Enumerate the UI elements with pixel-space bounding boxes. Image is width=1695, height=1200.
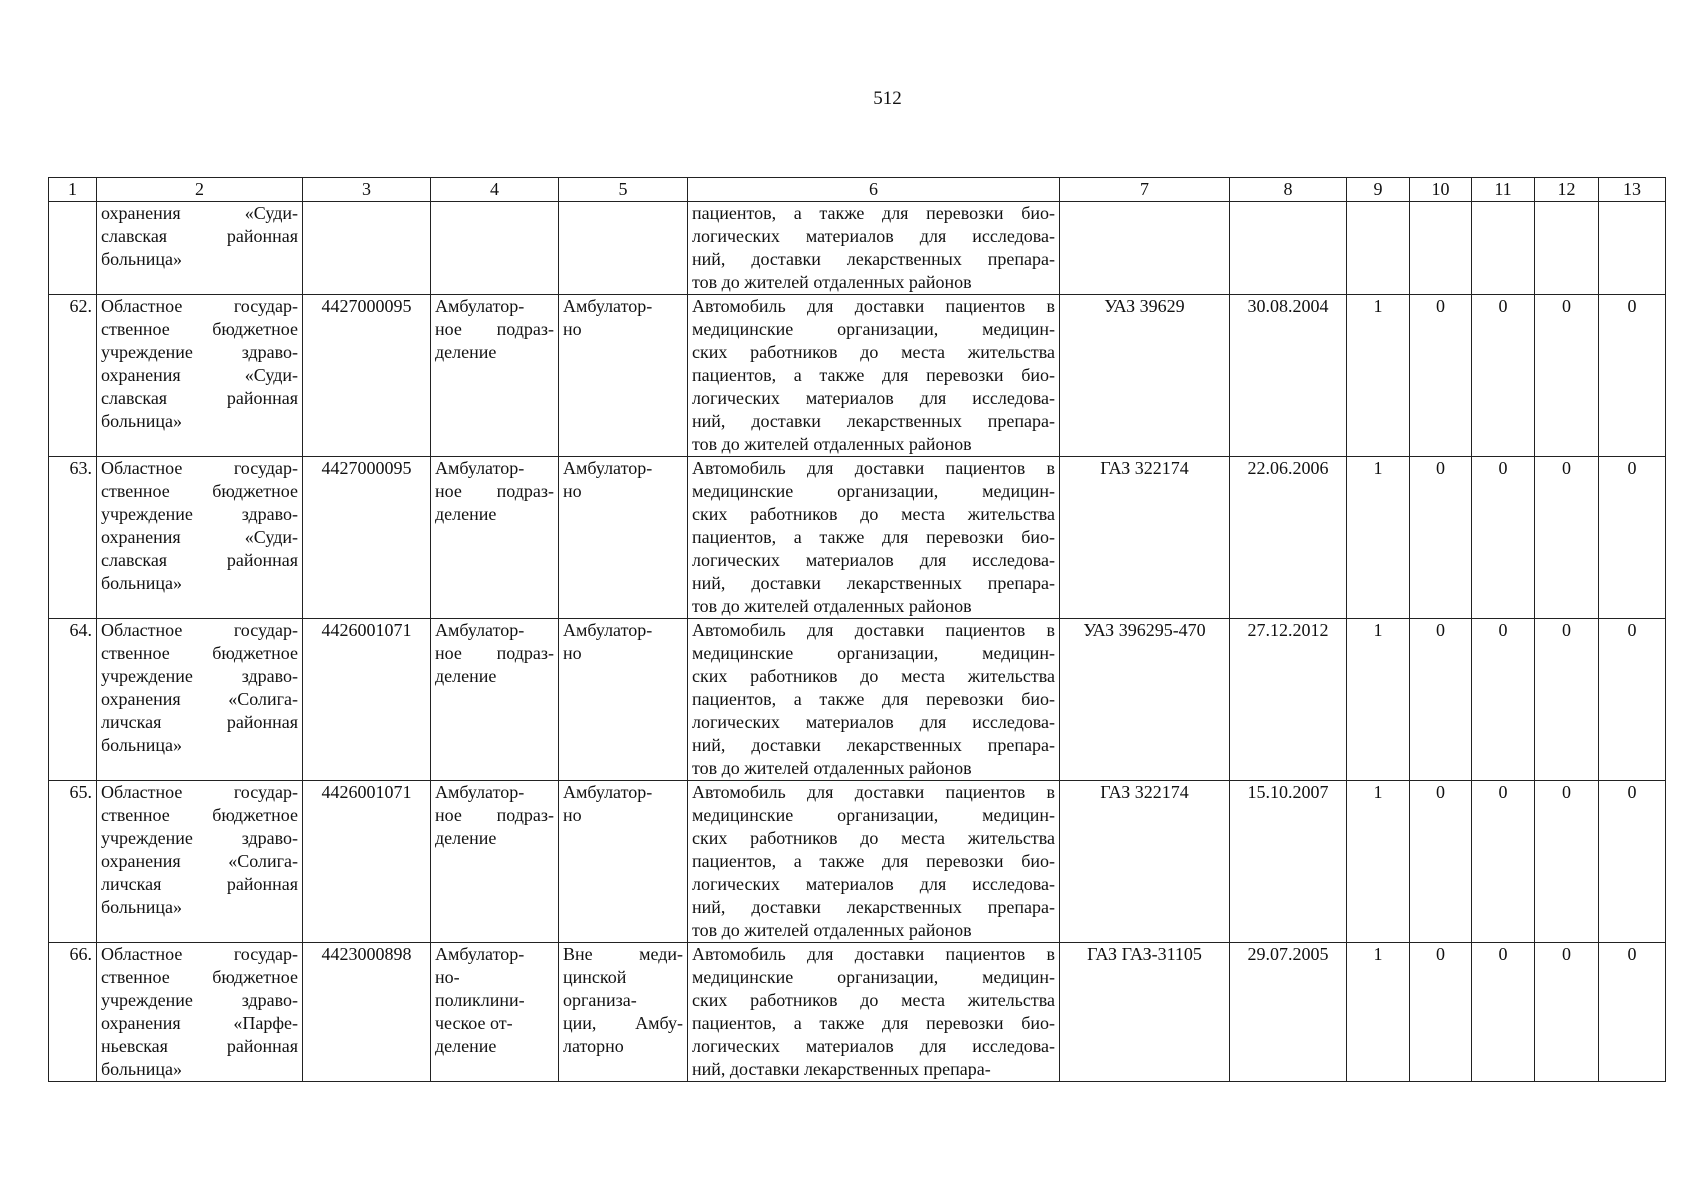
text-line: ских работников до места жительства: [692, 342, 1055, 362]
col11-cell: 0: [1472, 295, 1535, 457]
text-line: славская районная: [101, 226, 298, 246]
date-cell: 27.12.2012: [1230, 619, 1347, 781]
table-body: [49, 295, 1666, 1082]
text-line: ний, доставки лекарственных препара-: [692, 1059, 991, 1079]
text-line: больница»: [101, 249, 182, 269]
row-number: 66.: [49, 943, 97, 1082]
col13-cell: 0: [1599, 781, 1666, 943]
table-row: [49, 457, 1666, 619]
text-line: учреждение здраво-: [101, 504, 298, 524]
column-number: 10: [1410, 178, 1472, 202]
row-number: 62.: [49, 295, 97, 457]
text-line: логических материалов для исследова-: [692, 226, 1055, 246]
text-line: медицинские организации, медицин-: [692, 967, 1055, 987]
text-line: ских работников до места жительства: [692, 828, 1055, 848]
text-line: ний, доставки лекарственных препара-: [692, 249, 1055, 269]
text-line: медицинские организации, медицин-: [692, 481, 1055, 501]
text-line: ньевская районная: [101, 1036, 298, 1056]
purpose-cell: [688, 619, 1060, 781]
text-line: ческое от-: [435, 1013, 513, 1033]
text-line: Амбулатор-: [435, 296, 525, 316]
text-line: Автомобиль для доставки пациентов в: [692, 458, 1055, 478]
inn-cell: 4426001071: [303, 781, 431, 943]
col13-cell: 0: [1599, 457, 1666, 619]
col11-cell: 0: [1472, 619, 1535, 781]
vehicle-model-cell: ГАЗ 322174: [1060, 781, 1230, 943]
text-line: но: [563, 805, 582, 825]
text-line: логических материалов для исследова-: [692, 388, 1055, 408]
text-line: учреждение здраво-: [101, 990, 298, 1010]
text-line: больница»: [101, 897, 182, 917]
text-line: ное подраз-: [435, 319, 554, 339]
location-cell: [559, 457, 688, 619]
col10-cell: 0: [1410, 943, 1472, 1082]
text-line: ских работников до места жительства: [692, 504, 1055, 524]
col12-cell: 0: [1535, 943, 1599, 1082]
text-line: охранения «Парфе-: [101, 1013, 298, 1033]
text-line: деление: [435, 1036, 497, 1056]
text-line: славская районная: [101, 550, 298, 570]
text-line: Автомобиль для доставки пациентов в: [692, 296, 1055, 316]
date-cell: 29.07.2005: [1230, 943, 1347, 1082]
text-line: тов до жителей отдаленных районов: [692, 434, 972, 454]
text-line: Амбулатор-: [435, 620, 525, 640]
col12-cell: 0: [1535, 619, 1599, 781]
column-number: 6: [688, 178, 1060, 202]
text-line: тов до жителей отдаленных районов: [692, 920, 972, 940]
vehicle-model-cell: УАЗ 39629: [1060, 295, 1230, 457]
col10-cell: 0: [1410, 781, 1472, 943]
col13-cell: 0: [1599, 943, 1666, 1082]
text-line: ний, доставки лекарственных препара-: [692, 735, 1055, 755]
text-line: Областное государ-: [101, 458, 298, 478]
column-number: 9: [1347, 178, 1410, 202]
vehicle-register-table: [48, 177, 1666, 1082]
inn-cell: 4423000898: [303, 943, 431, 1082]
text-line: поликлини-: [435, 990, 525, 1010]
text-line: Амбулатор-: [563, 296, 653, 316]
column-number-row: [49, 178, 1666, 202]
text-line: ное подраз-: [435, 805, 554, 825]
text-line: ственное бюджетное: [101, 481, 298, 501]
text-line: но: [563, 643, 582, 663]
unit-cell: [431, 619, 559, 781]
text-line: медицинские организации, медицин-: [692, 643, 1055, 663]
col9-cell: 1: [1347, 457, 1410, 619]
text-line: деление: [435, 666, 497, 686]
row-number: 63.: [49, 457, 97, 619]
column-number: 8: [1230, 178, 1347, 202]
text-line: логических материалов для исследова-: [692, 712, 1055, 732]
text-line: больница»: [101, 1059, 182, 1079]
text-line: пациентов, а также для перевозки био-: [692, 527, 1055, 547]
organization-cell: [97, 202, 303, 295]
text-line: пациентов, а также для перевозки био-: [692, 689, 1055, 709]
text-line: Областное государ-: [101, 296, 298, 316]
continued-row: [49, 202, 1666, 295]
text-line: тов до жителей отдаленных районов: [692, 272, 972, 292]
text-line: ских работников до места жительства: [692, 666, 1055, 686]
text-line: пациентов, а также для перевозки био-: [692, 1013, 1055, 1033]
unit-cell: [431, 295, 559, 457]
col13-cell: 0: [1599, 295, 1666, 457]
text-line: учреждение здраво-: [101, 342, 298, 362]
col10-cell: 0: [1410, 457, 1472, 619]
text-line: ственное бюджетное: [101, 967, 298, 987]
text-line: больница»: [101, 573, 182, 593]
unit-cell: [431, 943, 559, 1082]
column-number: 7: [1060, 178, 1230, 202]
organization-cell: [97, 457, 303, 619]
table-row: [49, 943, 1666, 1082]
col12-cell: 0: [1535, 457, 1599, 619]
col12-cell: 0: [1535, 781, 1599, 943]
table-row: [49, 781, 1666, 943]
text-line: пациентов, а также для перевозки био-: [692, 365, 1055, 385]
text-line: Автомобиль для доставки пациентов в: [692, 620, 1055, 640]
purpose-cell: [688, 295, 1060, 457]
vehicle-model-cell: ГАЗ ГАЗ-31105: [1060, 943, 1230, 1082]
text-line: тов до жителей отдаленных районов: [692, 596, 972, 616]
location-cell: [559, 943, 688, 1082]
text-line: деление: [435, 828, 497, 848]
col11-cell: 0: [1472, 943, 1535, 1082]
text-line: но-: [435, 967, 460, 987]
location-cell: [559, 619, 688, 781]
col13-cell: 0: [1599, 619, 1666, 781]
text-line: Амбулатор-: [563, 620, 653, 640]
vehicle-model-cell: ГАЗ 322174: [1060, 457, 1230, 619]
text-line: пациентов, а также для перевозки био-: [692, 203, 1055, 223]
location-cell: [559, 295, 688, 457]
purpose-cell: [688, 202, 1060, 295]
date-cell: 30.08.2004: [1230, 295, 1347, 457]
text-line: медицинские организации, медицин-: [692, 805, 1055, 825]
row-number: 64.: [49, 619, 97, 781]
text-line: латорно: [563, 1036, 624, 1056]
text-line: охранения «Суди-: [101, 527, 298, 547]
date-cell: 15.10.2007: [1230, 781, 1347, 943]
text-line: Амбулатор-: [435, 944, 525, 964]
text-line: ное подраз-: [435, 643, 554, 663]
organization-cell: [97, 619, 303, 781]
page-number: 512: [873, 88, 902, 109]
column-number: 3: [303, 178, 431, 202]
unit-cell: [431, 457, 559, 619]
text-line: учреждение здраво-: [101, 828, 298, 848]
text-line: но: [563, 481, 582, 501]
text-line: Амбулатор-: [563, 458, 653, 478]
column-number: 12: [1535, 178, 1599, 202]
text-line: логических материалов для исследова-: [692, 874, 1055, 894]
location-cell: [559, 781, 688, 943]
text-line: тов до жителей отдаленных районов: [692, 758, 972, 778]
vehicle-model-cell: УАЗ 396295-470: [1060, 619, 1230, 781]
text-line: Автомобиль для доставки пациентов в: [692, 944, 1055, 964]
text-line: ний, доставки лекарственных препара-: [692, 411, 1055, 431]
column-number: 4: [431, 178, 559, 202]
text-line: охранения «Солига-: [101, 851, 298, 871]
text-line: ное подраз-: [435, 481, 554, 501]
col9-cell: 1: [1347, 619, 1410, 781]
column-number: 13: [1599, 178, 1666, 202]
col11-cell: 0: [1472, 457, 1535, 619]
text-line: ний, доставки лекарственных препара-: [692, 573, 1055, 593]
text-line: ских работников до места жительства: [692, 990, 1055, 1010]
text-line: организа-: [563, 990, 637, 1010]
text-line: медицинские организации, медицин-: [692, 319, 1055, 339]
table-row: [49, 295, 1666, 457]
column-number: 11: [1472, 178, 1535, 202]
text-line: ний, доставки лекарственных препара-: [692, 897, 1055, 917]
text-line: но: [563, 319, 582, 339]
table-row: [49, 619, 1666, 781]
text-line: охранения «Суди-: [101, 365, 298, 385]
column-number: 2: [97, 178, 303, 202]
col10-cell: 0: [1410, 295, 1472, 457]
text-line: ственное бюджетное: [101, 643, 298, 663]
row-number: 65.: [49, 781, 97, 943]
col9-cell: 1: [1347, 781, 1410, 943]
column-number: 5: [559, 178, 688, 202]
text-line: славская районная: [101, 388, 298, 408]
text-line: ственное бюджетное: [101, 805, 298, 825]
text-line: деление: [435, 504, 497, 524]
text-line: цинской: [563, 967, 627, 987]
text-line: Автомобиль для доставки пациентов в: [692, 782, 1055, 802]
text-line: учреждение здраво-: [101, 666, 298, 686]
text-line: больница»: [101, 411, 182, 431]
text-line: охранения «Суди-: [101, 203, 298, 223]
text-line: Амбулатор-: [435, 458, 525, 478]
organization-cell: [97, 295, 303, 457]
text-line: больница»: [101, 735, 182, 755]
text-line: Вне меди-: [563, 944, 683, 964]
text-line: пациентов, а также для перевозки био-: [692, 851, 1055, 871]
inn-cell: 4427000095: [303, 295, 431, 457]
text-line: Областное государ-: [101, 620, 298, 640]
purpose-cell: [688, 781, 1060, 943]
inn-cell: 4427000095: [303, 457, 431, 619]
unit-cell: [431, 781, 559, 943]
text-line: логических материалов для исследова-: [692, 550, 1055, 570]
text-line: Областное государ-: [101, 944, 298, 964]
text-line: деление: [435, 342, 497, 362]
text-line: личская районная: [101, 874, 298, 894]
col9-cell: 1: [1347, 295, 1410, 457]
text-line: охранения «Солига-: [101, 689, 298, 709]
text-line: Областное государ-: [101, 782, 298, 802]
text-line: ственное бюджетное: [101, 319, 298, 339]
col12-cell: 0: [1535, 295, 1599, 457]
col10-cell: 0: [1410, 619, 1472, 781]
text-line: логических материалов для исследова-: [692, 1036, 1055, 1056]
date-cell: 22.06.2006: [1230, 457, 1347, 619]
text-line: личская районная: [101, 712, 298, 732]
purpose-cell: [688, 457, 1060, 619]
col9-cell: 1: [1347, 943, 1410, 1082]
col11-cell: 0: [1472, 781, 1535, 943]
purpose-cell: [688, 943, 1060, 1082]
text-line: Амбулатор-: [563, 782, 653, 802]
inn-cell: 4426001071: [303, 619, 431, 781]
text-line: Амбулатор-: [435, 782, 525, 802]
column-number: 1: [49, 178, 97, 202]
organization-cell: [97, 781, 303, 943]
organization-cell: [97, 943, 303, 1082]
text-line: ции, Амбу-: [563, 1013, 683, 1033]
